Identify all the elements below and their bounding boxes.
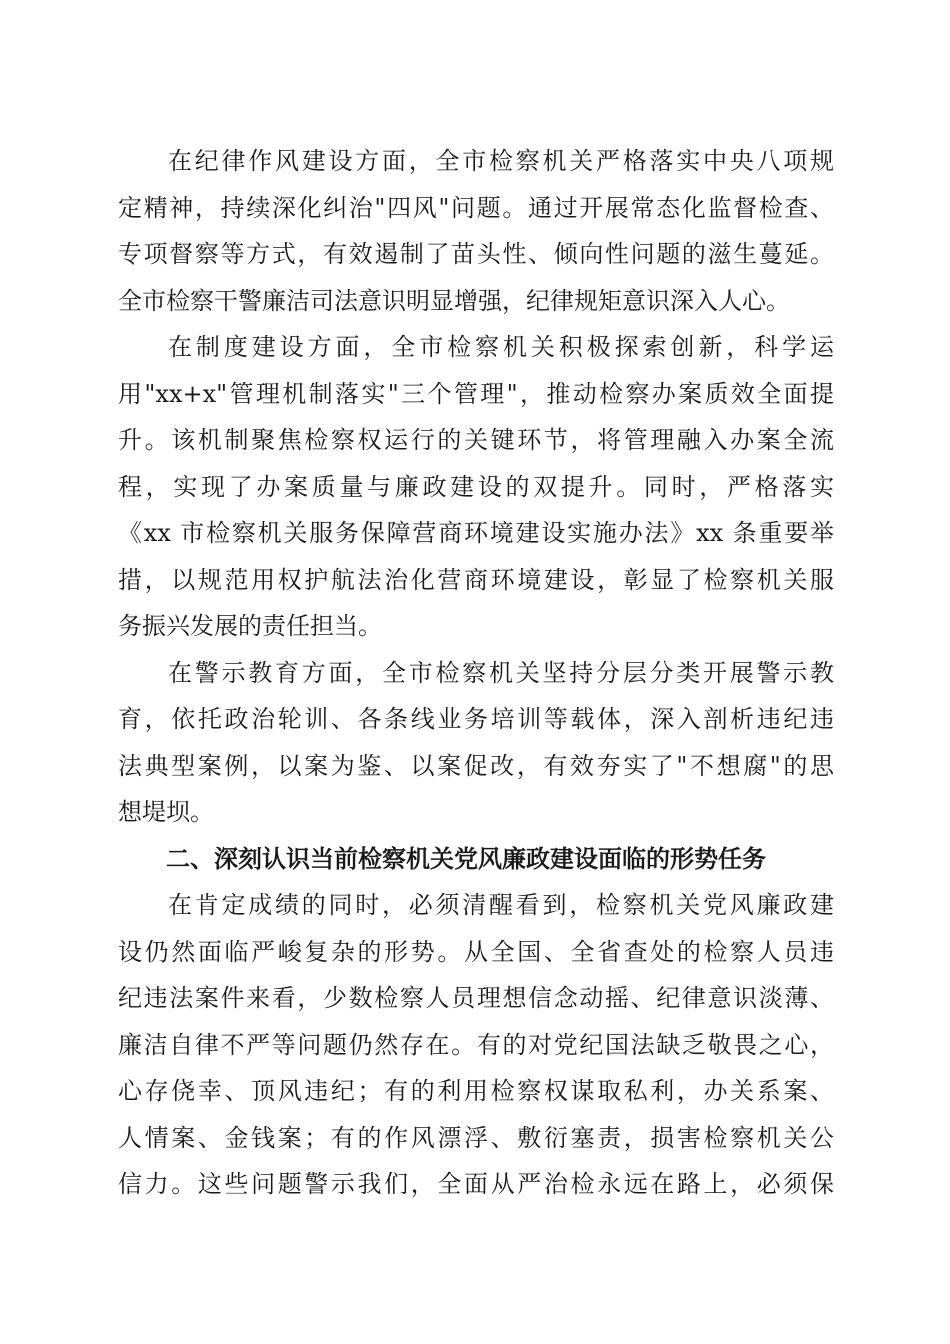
paragraph-discipline-style bbox=[118, 138, 834, 324]
text-line: 在制度建设方面，全市检察机关积极探索创新，科学运 bbox=[168, 333, 834, 361]
text-line: 在纪律作风建设方面，全市检察机关严格落实中央八项规 bbox=[168, 147, 834, 175]
text-line: 心存侥幸、顶风违纪；有的利用检察权谋取私利，办关系案、 bbox=[118, 1077, 834, 1105]
paragraph-situation bbox=[118, 882, 834, 1208]
text-line: 想堤坝。 bbox=[118, 798, 214, 826]
text-line: 在肯定成绩的同时，必须清醒看到，检察机关党风廉政建 bbox=[168, 891, 834, 919]
text-line: 措，以规范用权护航法治化营商环境建设，彰显了检察机关服 bbox=[118, 565, 834, 594]
text-line: 人情案、金钱案；有的作风漂浮、敷衍塞责，损害检察机关公 bbox=[118, 1123, 834, 1152]
text-line: 法典型案例，以案为鉴、以案促改，有效夯实了"不想腐"的思 bbox=[118, 751, 834, 780]
section-heading-text: 二、深刻认识当前检察机关党风廉政建设面临的形势任务 bbox=[166, 844, 766, 873]
text-line: 务振兴发展的责任担当。 bbox=[118, 612, 382, 640]
document-page bbox=[118, 138, 834, 1208]
text-line: 用"xx+x"管理机制落实"三个管理"，推动检察办案质效全面提 bbox=[118, 379, 834, 408]
text-line: 《xx 市检察机关服务保障营商环境建设实施办法》xx 条重要举 bbox=[118, 519, 834, 547]
text-line: 程，实现了办案质量与廉政建设的双提升。同时，严格落实 bbox=[118, 472, 834, 501]
text-line: 廉洁自律不严等问题仍然存在。有的对党纪国法缺乏敬畏之心， bbox=[118, 1030, 834, 1059]
text-line: 纪违法案件来看，少数检察人员理想信念动摇、纪律意识淡薄、 bbox=[118, 984, 834, 1012]
text-line: 全市检察干警廉洁司法意识明显增强，纪律规矩意识深入人心。 bbox=[118, 286, 790, 315]
text-line: 在警示教育方面，全市检察机关坚持分层分类开展警示教 bbox=[168, 658, 834, 687]
text-line: 定精神，持续深化纠治"四风"问题。通过开展常态化监督检查、 bbox=[118, 193, 834, 222]
text-line: 信力。这些问题警示我们，全面从严治检永远在路上，必须保 bbox=[118, 1170, 834, 1198]
text-line: 育，依托政治轮训、各条线业务培训等载体，深入剖析违纪违 bbox=[118, 705, 834, 733]
text-line: 升。该机制聚焦检察权运行的关键环节，将管理融入办案全流 bbox=[118, 426, 834, 454]
section-heading bbox=[118, 836, 834, 883]
paragraph-warning-education bbox=[118, 650, 834, 836]
text-line: 设仍然面临严峻复杂的形势。从全国、全省查处的检察人员违 bbox=[118, 937, 834, 966]
paragraph-system-building bbox=[118, 324, 834, 650]
text-line: 专项督察等方式，有效遏制了苗头性、倾向性问题的滋生蔓延。 bbox=[118, 240, 834, 268]
